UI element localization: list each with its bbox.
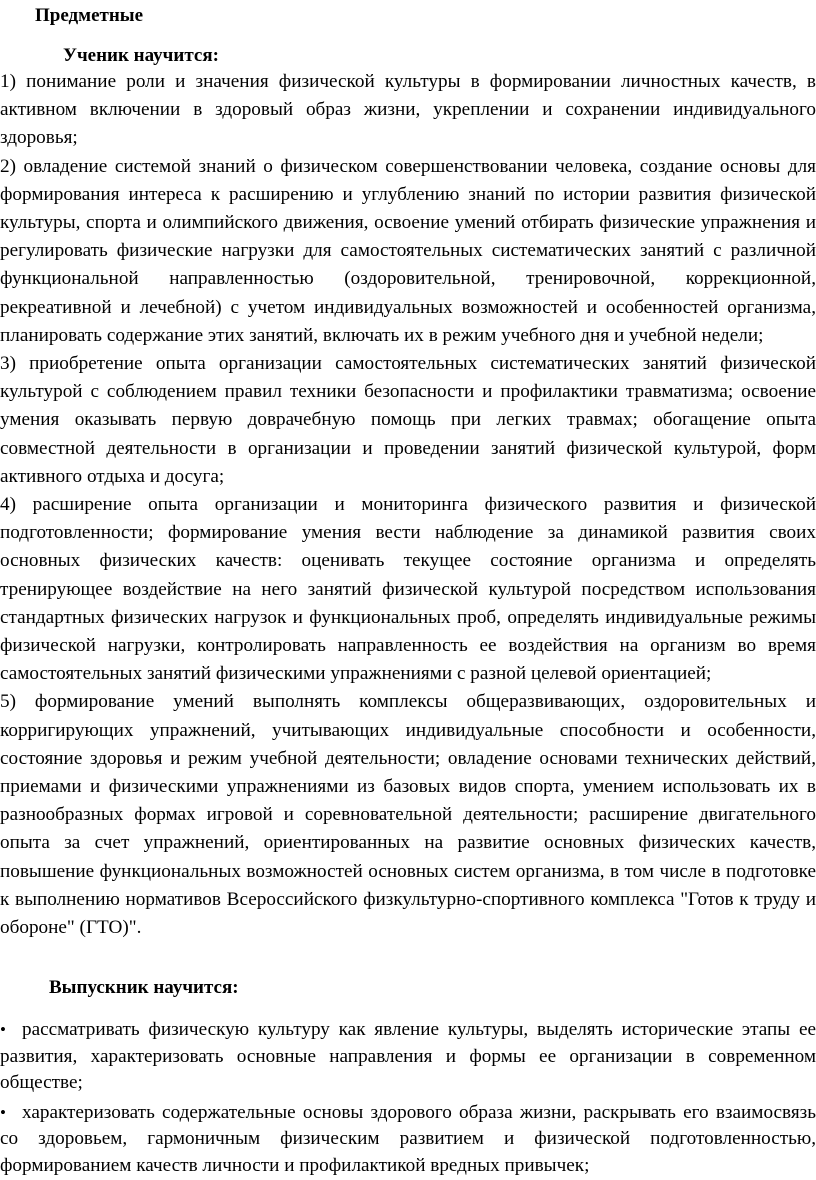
bullet-icon: •	[0, 1102, 6, 1122]
paragraph-3: 3) приобретение опыта организации самостоятельных систематических занятий физической культурой с соблюдением правил техники безопасности и профилактики травматизма; освоение умения оказывать первую доврачебную помощь при легких травмах; обогащение опыта совместной деятельности в организации и проведении занятий физической культурой, форм активного отдыха и досуга;	[0, 353, 816, 487]
bullet-item	[0, 1017, 816, 1097]
numbered-paragraphs	[0, 68, 816, 942]
paragraph-4: 4) расширение опыта организации и мониторинга физического развития и физической подготовленности; формирование умения вести наблюдение за динамикой развития своих основных физических качеств: оценивать текущее состояние организма и определять тренирующее воздействие на него занятий физической культурой посредством использования стандартных физических нагрузок и функциональных проб, определять индивидуальные режимы физической нагрузки, контролировать направленность ее воздействия на организм во время самостоятельных занятий физическими упражнениями с разной целевой ориентацией;	[0, 494, 816, 685]
paragraph-5: 5) формирование умений выполнять комплексы общеразвивающих, оздоровительных и корригирующих упражнений, учитывающих индивидуальные способности и особенности, состояние здоровья и режим учебной деятельности; овладение основами технических действий, приемами и физическими упражнениями из базовых видов спорта, умением использовать их в разнообразных формах игровой и соревновательной деятельности; расширение двигательного опыта за счет упражнений, ориентированных на развитие основных физических качеств, повышение функциональных возможностей основных систем организма, в том числе в подготовке к выполнению нормативов Всероссийского физкультурно-спортивного комплекса "Готов к труду и обороне" (ГТО)".	[0, 691, 816, 939]
bullet-icon: •	[0, 1020, 6, 1039]
paragraph-1: 1) понимание роли и значения физической культуры в формировании личностных качеств, в активном включении в здоровый образ жизни, укреплении и сохранении индивидуального здоровья;	[0, 71, 816, 149]
bullet-text: характеризовать содержательные основы здорового образа жизни, раскрывать его взаимосвязь со здоровьем, гармоничным физическим развитием и физической подготовленностью, формированием качеств личности и профилактикой вредных привычек;	[0, 1101, 816, 1176]
paragraph-2: 2) овладение системой знаний о физическом совершенствовании человека, создание основы для формирования интереса к расширению и углублению знаний по истории развития физической культуры, спорта и олимпийского движения, освоение умений отбирать физические упражнения и регулировать физические нагрузки для самостоятельных систематических занятий с различной функциональной направленностью (оздоровительной, тренировочной, коррекционной, рекреативной и лечебной) с учетом индивидуальных возможностей и особенностей организма, планировать содержание этих занятий, включать их в режим учебного дня и учебной недели;	[0, 155, 816, 346]
subject-results-heading: Предметные	[35, 5, 144, 26]
graduate-bullet-list	[0, 1017, 816, 1180]
bullet-item	[0, 1100, 816, 1180]
graduate-will-learn-heading: Выпускник научится:	[49, 977, 239, 998]
bullet-text: рассматривать физическую культуру как явление культуры, выделять исторические этапы ее развития, характеризовать основные направления и формы ее организации в современном обществе;	[0, 1019, 816, 1094]
student-will-learn-heading: Ученик научится:	[63, 45, 219, 66]
